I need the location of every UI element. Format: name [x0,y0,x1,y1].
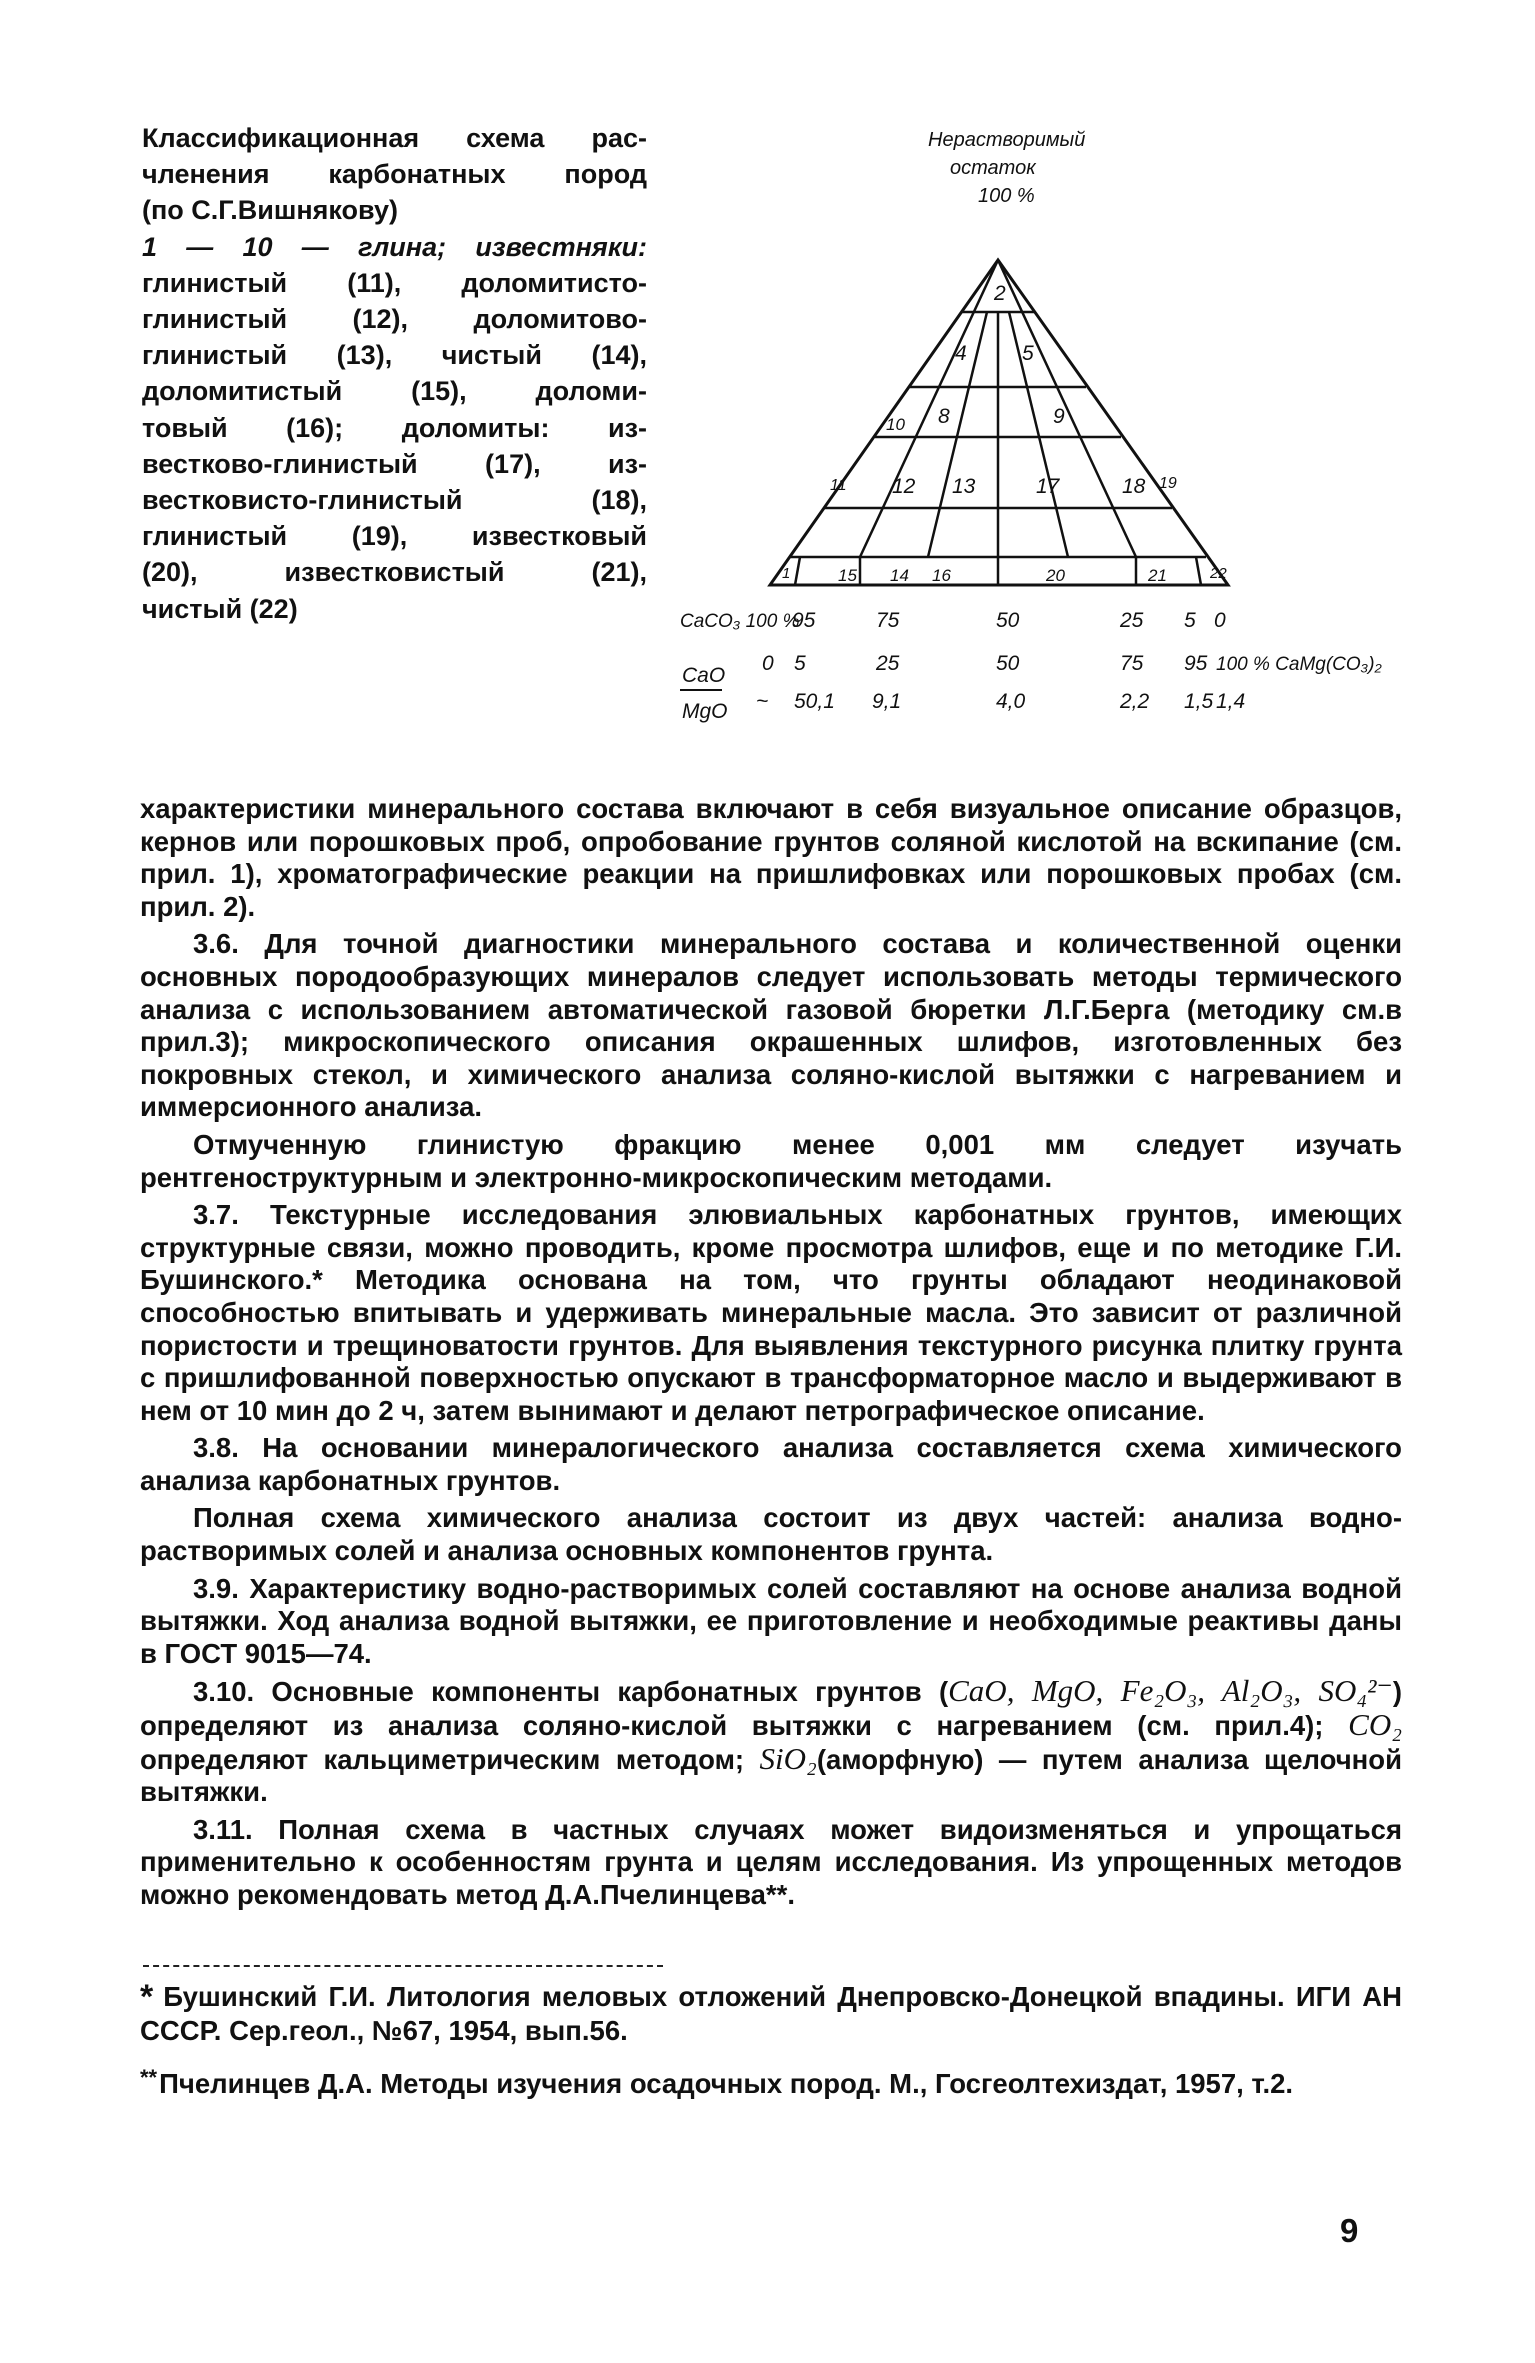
body-text [140,793,1402,1917]
region-number: 10 [886,415,905,434]
axis-row2-end: 100 % CaMg(CO₃)₂ [1216,654,1382,675]
page-number: 9 [1340,2212,1359,2249]
ratio-denominator: MgO [682,700,728,723]
region-number: 17 [1036,475,1060,498]
footnote-divider [143,1965,663,1967]
axis-row1-label: CaCO₃ 100 % [680,611,800,632]
footnote-mark: * [140,1978,154,2016]
axis-row3-value: 2,2 [1120,690,1150,713]
formula-oxides: CaO, MgO, Fe₂O₃, Al₂O₃, SO₄²⁻ [948,1673,1393,1709]
region-number: 14 [890,566,909,585]
footnote-mark: ** [140,2065,158,2090]
paragraph: 3.11. Полная схема в частных случаях может видоизменяться и упрощаться применительно к особенностям грунта и целям исследования. Из упрощенных методов можно рекомендовать метод Д.А.Пчелинцева**. [140,1813,1402,1910]
ratio-numerator: CaO [682,664,726,687]
apex-label-2: остаток [950,157,1036,179]
axis-row3-value: 4,0 [996,690,1026,713]
footnotes [140,1980,1402,2114]
axis-row2-value: 50 [996,652,1020,675]
caption-line: членения карбонатных пород [142,159,647,190]
region-number: 5 [1022,342,1034,365]
footnote-text: Пчелинцев Д.А. Методы изучения осадочных пород. М., Госгеолтехиздат, 1957, т.2. [159,2068,1294,2099]
region-number: 2 [994,282,1006,305]
caption-line: доломитистый (15), доломи- [142,376,647,407]
region-number: 8 [938,405,950,428]
footnote-1 [140,1980,1402,2047]
region-number: 1 [782,565,791,582]
paragraph: характеристики минерального состава включают в себя визуальное описание образцов, кернов или порошковых проб, опробование грунтов соляной кислотой на вскипание (см. прил. 1), хроматографические реакции на пришлифовках или порошковых пробах (см. прил. 2). [140,793,1402,922]
region-number: 4 [955,342,967,365]
paragraph: Полная схема химического анализа состоит из двух частей: анализа водно-растворимых солей и анализа основных компонентов грунта. [140,1502,1402,1567]
axis-row2-value: 25 [876,652,900,675]
paragraph: 3.7. Текстурные исследования элювиальных карбонатных грунтов, имеющих структурные связи, можно проводить, кроме просмотра шлифов, еще и по методике Г.И. Бушинского.* Методика основана на том, что грунты обладают неодинаковой способностью впитывать и удерживать минеральные масла. Это зависит от различной пористости и трещиноватости грунтов. Для выявления текстурного рисунка плитку грунта с пришлифованной поверхностью опускают в трансформаторное масло и выдерживают в нем от 10 мин до 2 ч, затем вынимают и делают петрографическое описание. [140,1199,1402,1426]
axis-row1-value: 95 [792,609,816,632]
axis-row2-value: 0 [762,652,774,675]
caption-line: 1 — 10 — глина; известняки: [142,231,647,262]
caption-line: глинистый (12), доломитово- [142,304,647,335]
region-number: 21 [1148,566,1167,585]
ternary-classification-diagram [660,110,1400,750]
formula-sio2: SiO₂ [759,1740,817,1776]
paragraph: Отмученную глинистую фракцию менее 0,001 мм следует изучать рентгеноструктурным и электронно-микроскопическим методами. [140,1128,1402,1193]
footnote-text: Бушинский Г.И. Литология меловых отложений Днепровско-Донецкой впадины. ИГИ АН СССР. Сер.геол., №67, 1954, вып.56. [140,1981,1402,2046]
paragraph-text: 3.10. Основные компоненты карбонатных грунтов ( [193,1676,949,1708]
caption-line: чистый (22) [142,593,298,624]
axis-row1-value: 25 [1120,609,1144,632]
caption-line: (20), известковистый (21), [142,557,647,588]
axis-row3-value: 9,1 [872,690,902,713]
caption-line: вестково-глинистый (17), из- [142,448,647,479]
axis-row1-value: 0 [1214,609,1226,632]
apex-label-1: Нерастворимый [928,129,1086,151]
region-number: 9 [1053,405,1065,428]
region-number: 20 [1046,566,1065,585]
paragraph: 3.9. Характеристику водно-растворимых солей составляют на основе анализа водной вытяжки. Ход анализа водной вытяжки, ее приготовление и необходимые реактивы даны в ГОСТ 9015—74. [140,1572,1402,1669]
paragraph-text: определяют кальциметрическим методом; [140,1743,745,1775]
axis-row2-value: 75 [1120,652,1144,675]
region-number: 18 [1122,475,1146,498]
triangle-grid [790,260,1206,585]
region-number: 12 [892,475,916,498]
axis-row1-value: 75 [876,609,900,632]
caption-line: (по С.Г.Вишнякову) [142,195,398,226]
caption-line: товый (16); доломиты: из- [142,412,647,443]
paragraph-3-10 [140,1675,1402,1808]
axis-row3-value: 1,4 [1216,690,1246,713]
axis-row2-value: 5 [794,652,806,675]
formula-co2: CO₂ [1348,1707,1402,1743]
axis-row2-value: 95 [1184,652,1208,675]
region-number: 22 [1210,565,1227,582]
apex-label-3: 100 % [978,185,1035,207]
paragraph: 3.8. На основании минералогического анализа составляется схема химического анализа карбонатных грунтов. [140,1432,1402,1496]
caption-line: глинистый (13), чистый (14), [142,340,647,371]
region-number: 19 [1159,475,1177,492]
region-number: 11 [830,477,847,494]
paragraph-text: ) определяют из анализа соляно-кислой вытяжки с нагреванием (см. прил.4); [140,1676,1402,1742]
caption-line: глинистый (11), доломитисто- [142,267,647,298]
caption-line: Классификационная схема рас- [142,123,647,153]
paragraph: 3.6. Для точной диагностики минерального состава и количественной оценки основных породообразующих минералов следует использовать методы термического анализа с использованием автоматической газовой бюретки Л.Г.Берга (методику см.в прил.3); микроскопического описания окрашенных шлифов, изготовленных без покровных стекол, и химического анализа соляно-кислой вытяжки с нагреванием и иммерсионного анализа. [140,928,1402,1123]
region-number: 15 [838,566,857,585]
footnote-2 [140,2061,1402,2100]
axis-row3-value: ~ [756,690,769,713]
axis-row3-value: 1,5 [1184,690,1214,713]
region-number: 16 [932,566,951,585]
axis-row3-value: 50,1 [794,690,835,713]
caption-line: вестковисто-глинистый (18), [142,485,647,516]
axis-row1-value: 5 [1184,609,1196,632]
figure-caption [142,120,647,627]
caption-line: глинистый (19), известковый [142,521,647,552]
region-number: 13 [952,475,976,498]
paragraph-text: (аморфную) — путем анализа щелочной вытяжки. [140,1743,1402,1808]
axis-row1-value: 50 [996,609,1020,632]
